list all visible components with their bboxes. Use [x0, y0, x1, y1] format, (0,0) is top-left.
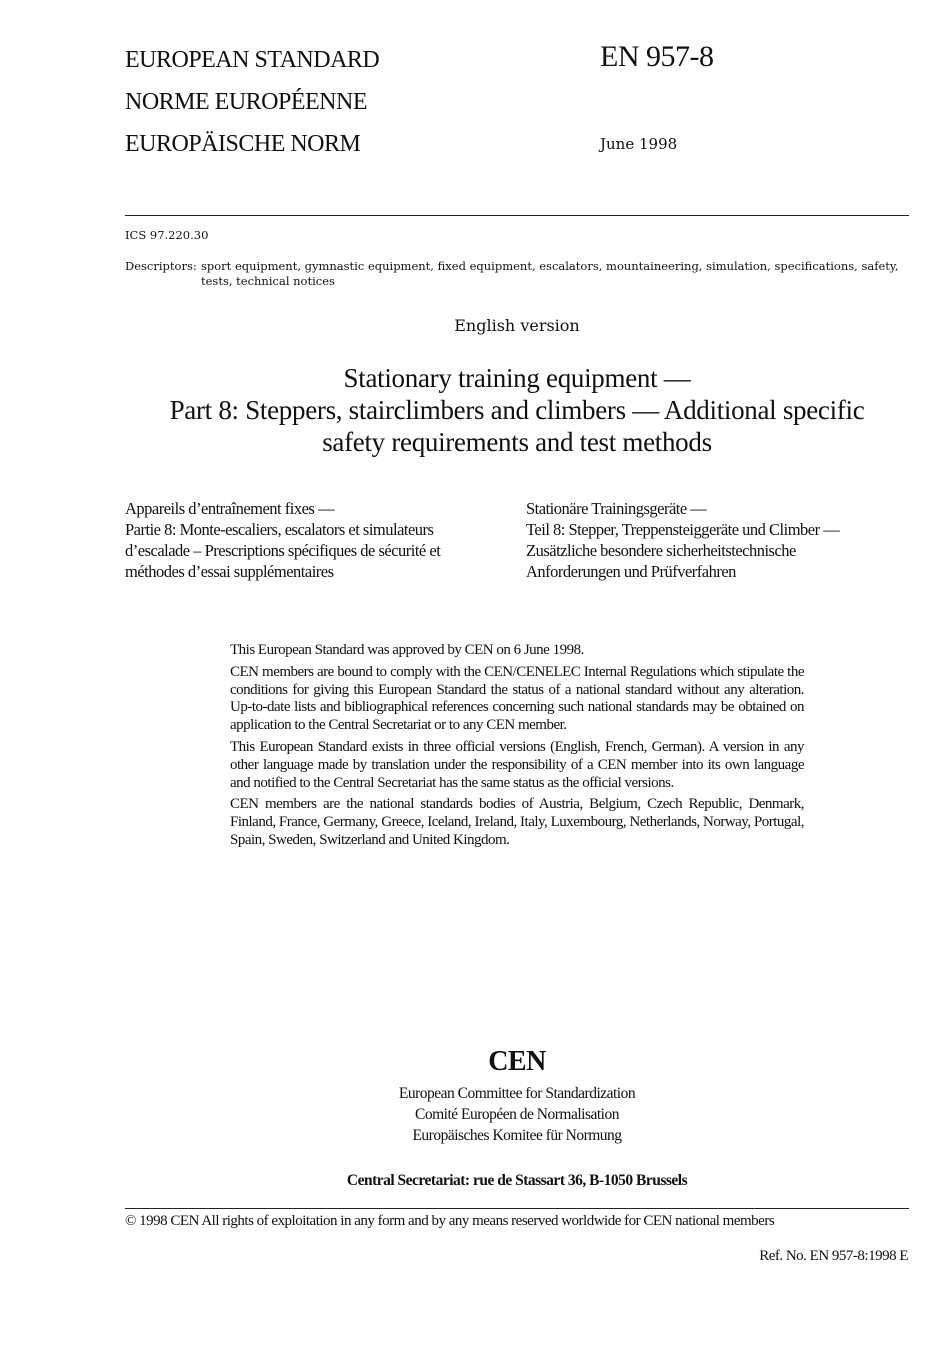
central-secretariat-address: Central Secretariat: rue de Stassart 36, B-1050 Brussels: [346, 1172, 688, 1189]
versions-paragraph: This European Standard exists in three official versions (English, French, German). A version in any other language made by translation under the responsibility of a CEN member into its own language and notified to the Central Secretariat has the same status as the official versions.: [230, 738, 804, 791]
cen-names: [0, 1083, 950, 1146]
cen-name-german: Europäisches Komitee für Normung: [412, 1127, 622, 1144]
approval-notes: [230, 642, 804, 854]
cen-name-english: European Committee for Standardization: [398, 1085, 636, 1102]
german-title-line: Stationäre Trainingsgeräte —: [526, 499, 707, 518]
descriptors-label: Descriptors:: [125, 259, 197, 273]
french-title-line: Partie 8: Monte-escaliers, escalators et simulateurs: [125, 520, 434, 539]
title-line: Stationary training equipment —: [343, 363, 691, 393]
standard-type-german: EUROPÄISCHE NORM: [125, 131, 361, 157]
language-version: English version: [454, 316, 580, 335]
german-title-line: Anforderungen und Prüfverfahren: [526, 562, 736, 581]
german-title-line: Zusätzliche besondere sicherheitstechnische: [526, 541, 796, 560]
title-line: safety requirements and test methods: [322, 427, 712, 457]
footer-divider: [125, 1208, 909, 1209]
title-french: [125, 498, 510, 582]
title-line: Part 8: Steppers, stairclimbers and climbers — Additional specific: [169, 395, 865, 425]
title-german: [526, 498, 911, 582]
document-title: [125, 362, 909, 458]
ics-code: ICS 97.220.30: [125, 228, 209, 242]
standard-number: EN 957-8: [600, 40, 714, 73]
cen-name-french: Comité Européen de Normalisation: [415, 1106, 619, 1123]
members-paragraph: CEN members are the national standards bodies of Austria, Belgium, Czech Republic, Denmark, Finland, France, Germany, Greece, Iceland, Ireland, Italy, Luxembourg, Netherlands, Norway, Portugal, Spain, Sweden, Switzerland and United Kingdom.: [230, 796, 804, 848]
header-divider: [125, 215, 909, 216]
publication-date: June 1998: [600, 135, 678, 153]
descriptors-text: sport equipment, gymnastic equipment, fixed equipment, escalators, mountaineering, simulation, specifications, safety, tests, technical notices: [201, 259, 899, 288]
reference-number: Ref. No. EN 957-8:1998 E: [759, 1248, 908, 1264]
regulations-paragraph: CEN members are bound to comply with the CEN/CENELEC Internal Regulations which stipulate the conditions for giving this European Standard the status of a national standard without any alteration. Up-to-date lists and bibliographical references concerning such national standards may be obtained on application to the Central Secretariat or to any CEN member.: [230, 663, 804, 734]
french-title-line: méthodes d’essai supplémentaires: [125, 562, 334, 581]
cen-logo: CEN: [488, 1046, 546, 1077]
standard-type-french: NORME EUROPÉENNE: [125, 89, 367, 115]
standard-type-english: EUROPEAN STANDARD: [125, 47, 380, 73]
german-title-line: Teil 8: Stepper, Treppensteiggeräte und Climber —: [526, 520, 840, 539]
french-title-line: d’escalade – Prescriptions spécifiques de sécurité et: [125, 541, 441, 560]
approval-paragraph: This European Standard was approved by CEN on 6 June 1998.: [230, 642, 584, 658]
copyright-notice: © 1998 CEN All rights of exploitation in any form and by any means reserved worldwide for CEN national members: [125, 1213, 775, 1229]
french-title-line: Appareils d’entraînement fixes —: [125, 499, 334, 518]
